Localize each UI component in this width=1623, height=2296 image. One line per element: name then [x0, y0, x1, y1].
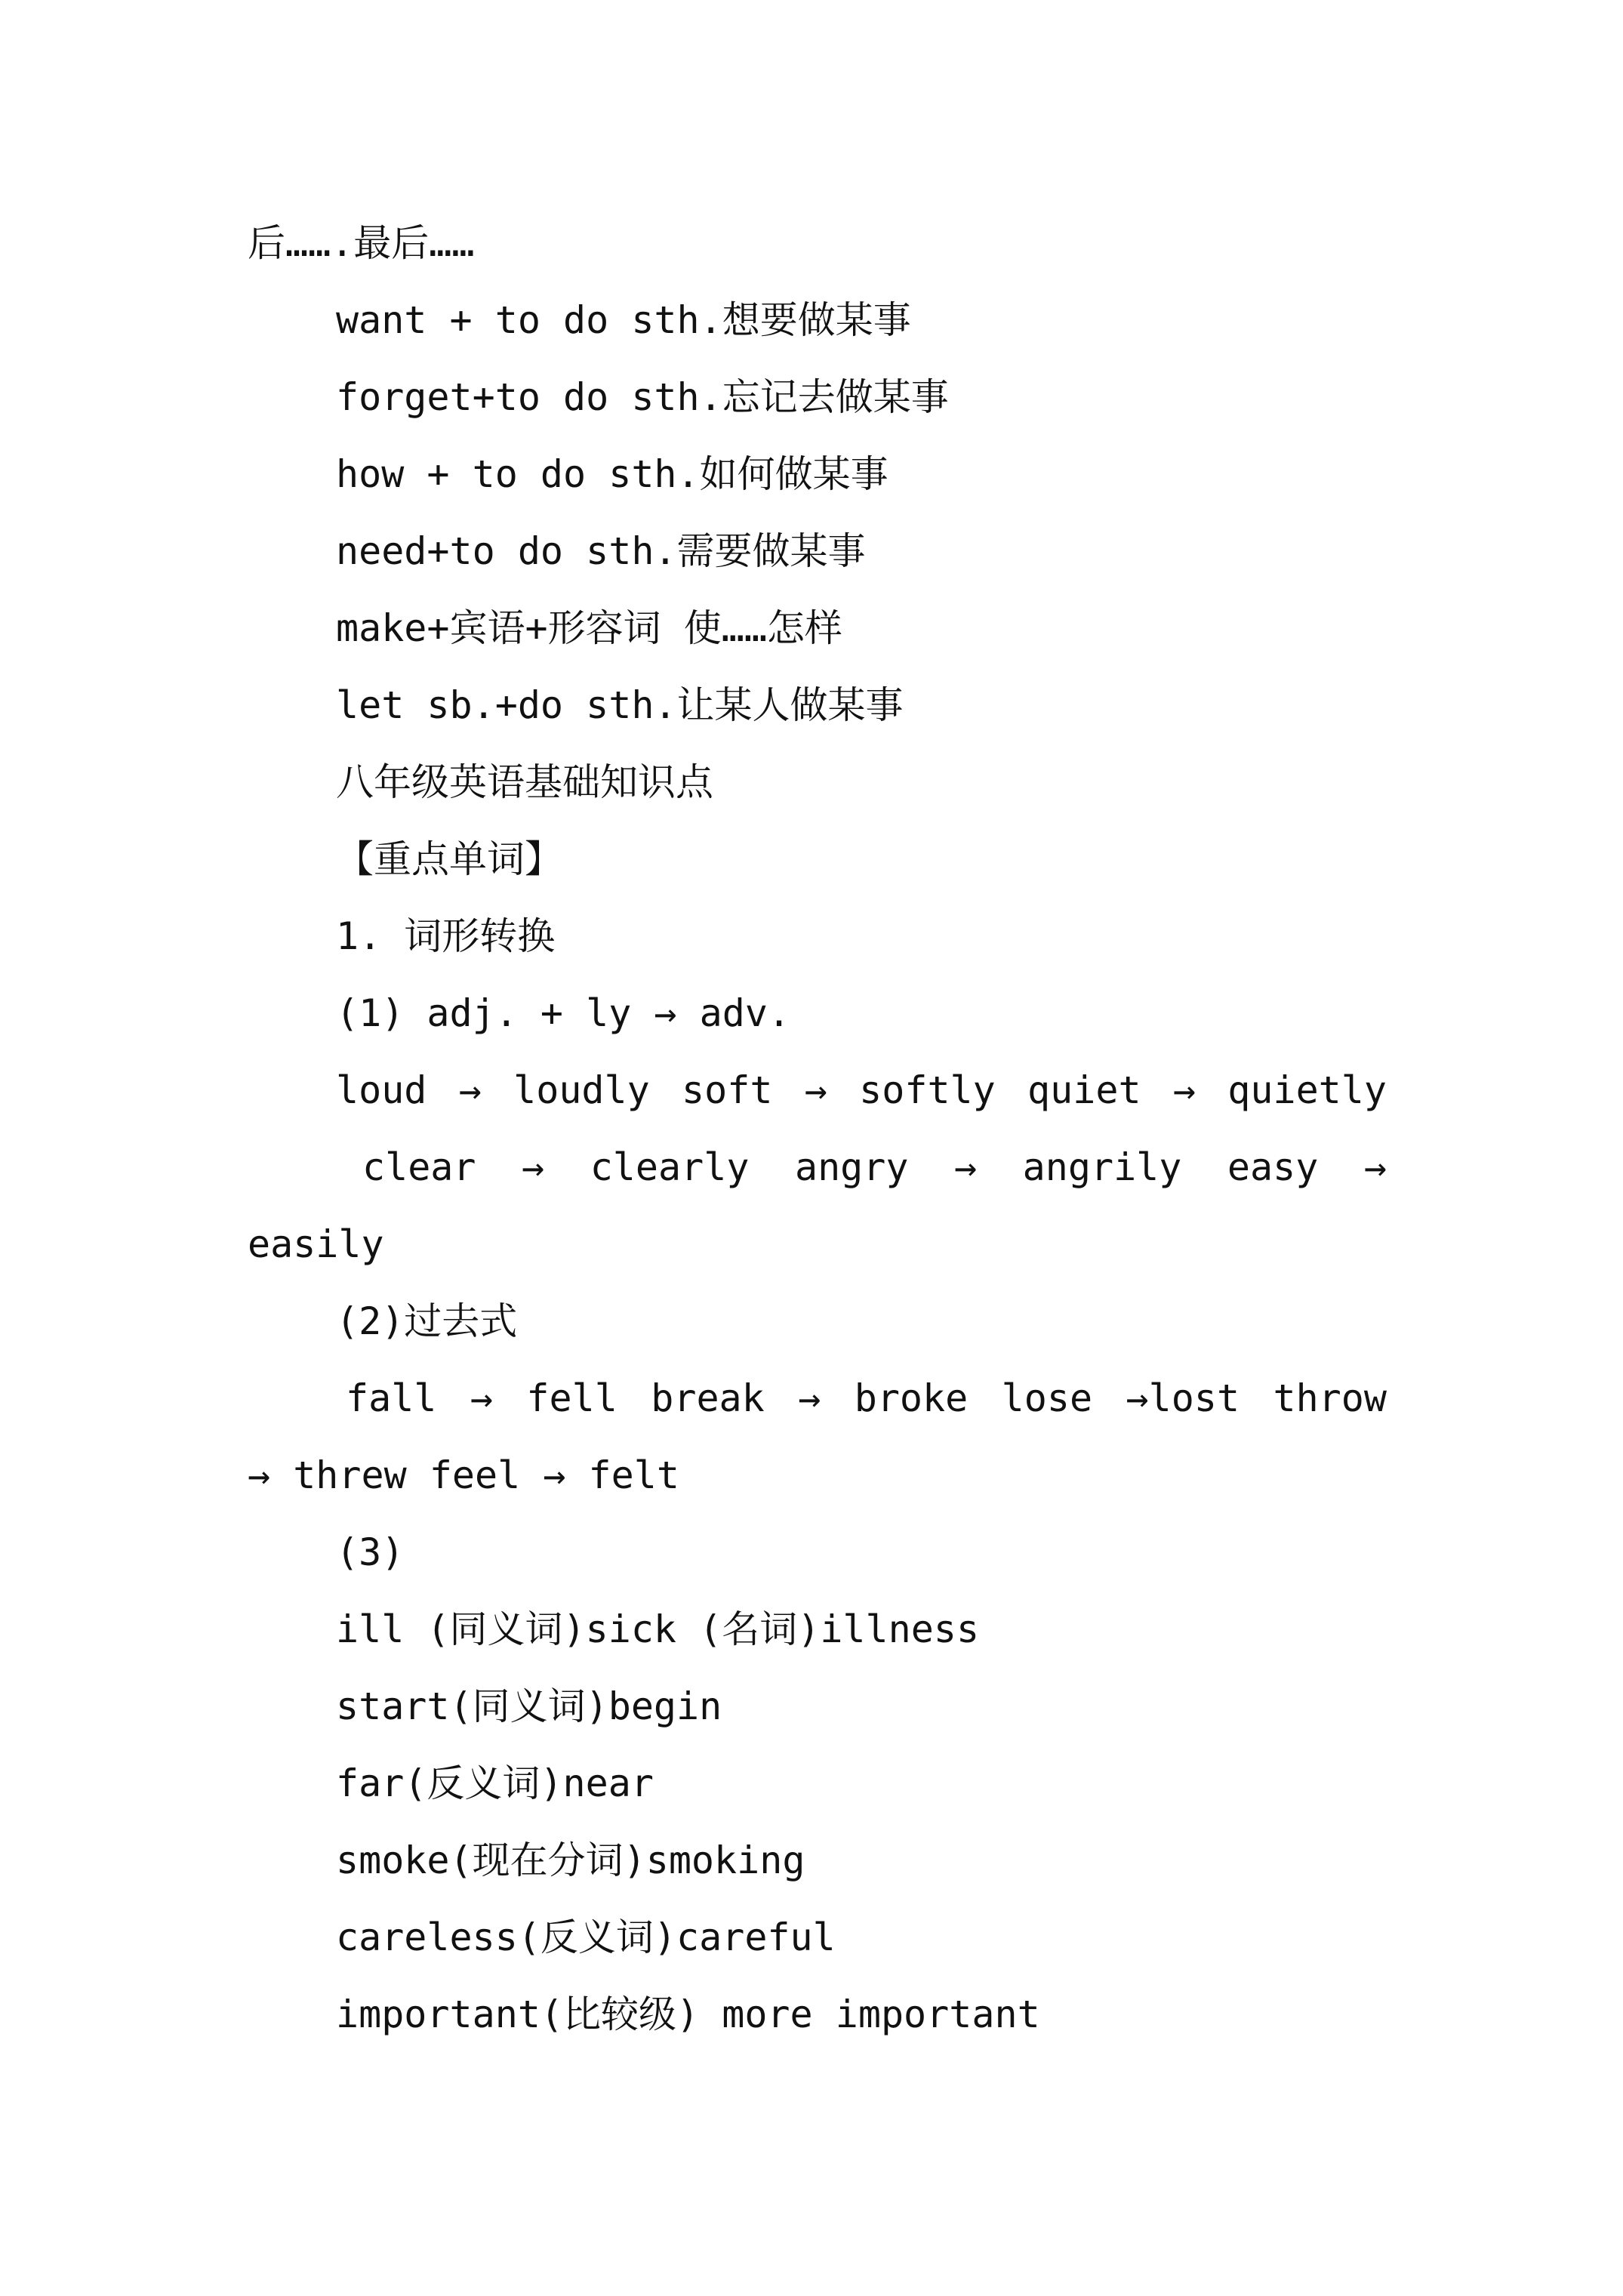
subheading-3: (3): [336, 1530, 405, 1574]
subheading-past-tense: (2)过去式: [336, 1299, 518, 1343]
text-line-far: far(反义词)near: [336, 1761, 654, 1805]
text-line-adverbs-1: loud → loudly soft → softly quiet → quietly: [336, 1068, 1387, 1112]
text-line-want: want + to do sth.想要做某事: [336, 298, 911, 342]
text-line-forget: forget+to do sth.忘记去做某事: [336, 375, 949, 419]
text-line-adverbs-3: easily: [248, 1222, 384, 1266]
section-heading-key-words: 【重点单词】: [336, 837, 562, 881]
rule-adj-ly-adv: (1) adj. + ly → adv.: [336, 991, 791, 1035]
text-line-need: need+to do sth.需要做某事: [336, 529, 866, 573]
text-line-past-tense-1: fall → fell break → broke lose →lost throw: [346, 1376, 1387, 1420]
section-title: 八年级英语基础知识点: [336, 760, 713, 804]
text-line-start: start(同义词)begin: [336, 1684, 722, 1728]
text-line-smoke: smoke(现在分词)smoking: [336, 1838, 805, 1882]
text-line-how: how + to do sth.如何做某事: [336, 452, 888, 496]
text-line-past-tense-2: → threw feel → felt: [248, 1453, 679, 1497]
text-line-ill: ill (同义词)sick (名词)illness: [336, 1607, 980, 1651]
text-line-continuation: 后…….最后……: [248, 221, 475, 265]
text-line-make: make+宾语+形容词 使……怎样: [336, 606, 842, 650]
text-line-important: important(比较级) more important: [336, 1992, 1040, 2036]
text-line-careless: careless(反义词)careful: [336, 1915, 836, 1959]
text-line-adverbs-2: clear → clearly angry → angrily easy →: [362, 1145, 1387, 1189]
subheading-word-forms: 1. 词形转换: [336, 914, 556, 958]
text-line-let: let sb.+do sth.让某人做某事: [336, 683, 904, 727]
